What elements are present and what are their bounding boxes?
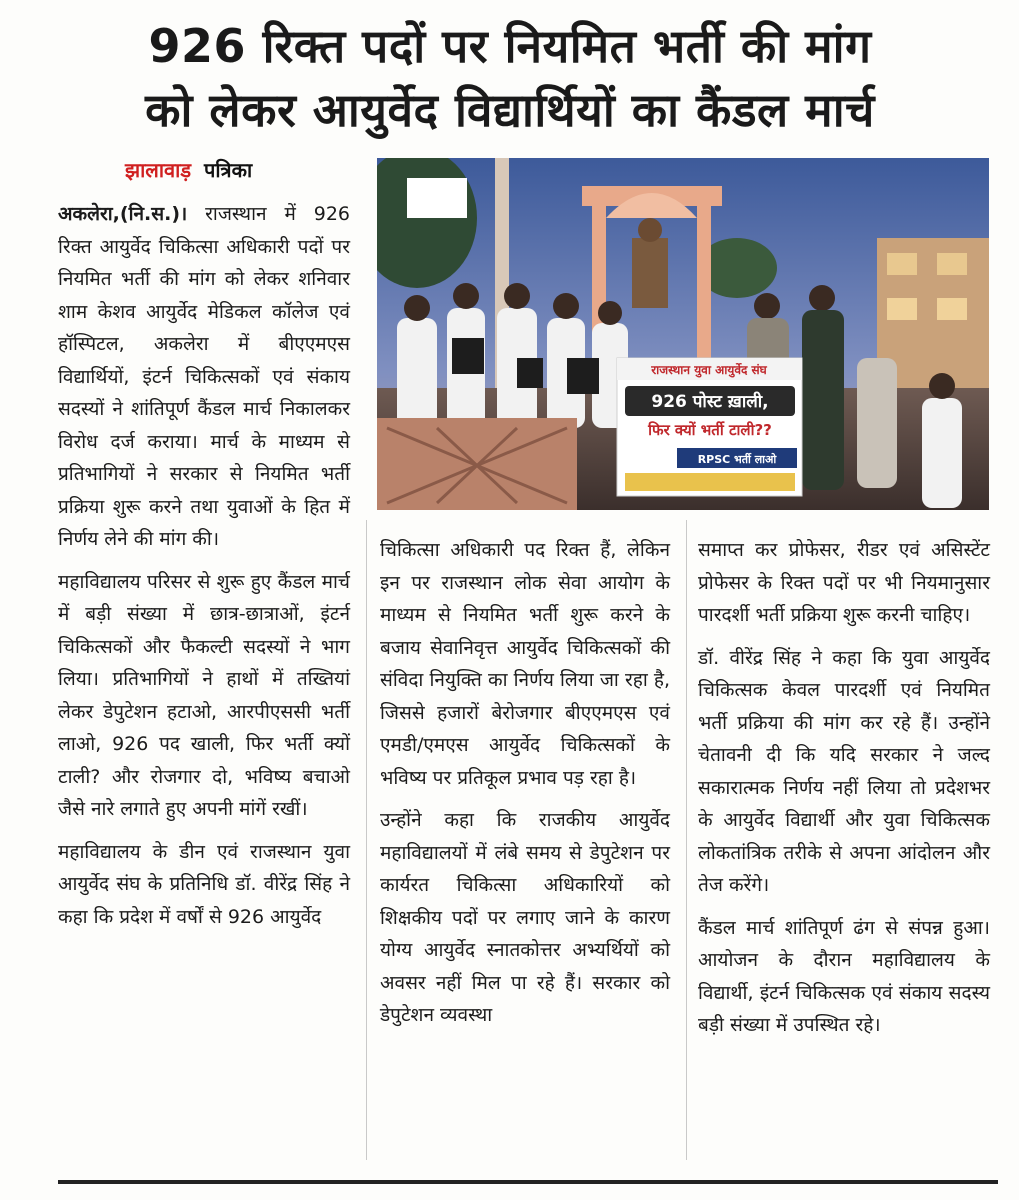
headline-line-1: 926 रिक्त पदों पर नियमित भर्ती की मांग: [148, 19, 872, 73]
byline-paper: पत्रिका: [204, 158, 253, 182]
paragraph-text: राजस्थान में 926 रिक्त आयुर्वेद चिकित्सा अधिकारी पदों पर नियमित भर्ती की मांग को लेकर शनिवार शाम केशव आयुर्वेद मेडिकल कॉलेज एवं हॉस्पिटल, अकलेरा में बीएएमएस विद्यार्थियों, इंटर्न चिकित्सकों एवं संकाय सदस्यों ने शांतिपूर्ण कैंडल मार्च निकालकर विरोध दर्ज कराया। मार्च के माध्यम से प्रतिभागियों ने सरकार से नियमित भर्ती प्रक्रिया शुरू करने तथा युवाओं के हित में निर्णय लेने की मांग की।: [58, 203, 350, 550]
bottom-rule: [58, 1180, 998, 1184]
paragraph: [58, 198, 350, 556]
byline-place: झालावाड़: [125, 158, 192, 182]
article-column-1: [58, 198, 350, 943]
headline-line-2: को लेकर आयुर्वेद विद्यार्थियों का कैंडल मार्च: [145, 83, 875, 137]
paragraph: चिकित्सा अधिकारी पद रिक्त हैं, लेकिन इन पर राजस्थान लोक सेवा आयोग के माध्यम से नियमित भर्ती शुरू करने के बजाय सेवानिवृत्त आयुर्वेद चिकित्सकों की संविदा नियुक्ति का निर्णय लिया जा रहा है, जिससे हजारों बेरोजगार बीएएमएस एवं एमडी/एमएस आयुर्वेद चिकित्सकों के भविष्य पर प्रतिकूल प्रभाव पड़ रहा है।: [380, 539, 670, 789]
article-column-2: [380, 534, 670, 1042]
candle-march-photo: [377, 158, 989, 510]
paragraph: महाविद्यालय के डीन एवं राजस्थान युवा आयुर्वेद संघ के प्रतिनिधि डॉ. वीरेंद्र सिंह ने कहा कि प्रदेश में वर्षों से 926 आयुर्वेद: [58, 840, 350, 928]
banner-rpsc: RPSC भर्ती लाओ: [697, 453, 777, 466]
banner-line-1: 926 पोस्ट ख़ाली,: [651, 392, 769, 412]
article-column-3: [698, 534, 990, 1052]
paragraph: उन्होंने कहा कि राजकीय आयुर्वेद महाविद्यालयों में लंबे समय से डेपुटेशन पर कार्यरत चिकित्सा अधिकारियों को शिक्षकीय पदों पर लगाए जाने के कारण योग्य आयुर्वेद स्नातकोत्तर अभ्यर्थियों को अवसर नहीं मिल पा रहे हैं। सरकार को डेपुटेशन व्यवस्था: [380, 809, 670, 1026]
column-divider: [366, 520, 367, 1160]
paragraph: महाविद्यालय परिसर से शुरू हुए कैंडल मार्च में बड़ी संख्या में छात्र-छात्राओं, इंटर्न चिकित्सकों और फैकल्टी सदस्यों ने भाग लिया। प्रतिभागियों ने हाथों में तख्तियां लेकर डेपुटेशन हटाओ, आरपीएससी भर्ती लाओ, 926 पद खाली, फिर भर्ती क्यों टाली? और रोजगार दो, भविष्य बचाओ जैसे नारे लगाते हुए अपनी मांगें रखीं।: [58, 570, 350, 820]
news-photo: [377, 158, 989, 510]
paragraph: डॉ. वीरेंद्र सिंह ने कहा कि युवा आयुर्वेद चिकित्सक केवल पारदर्शी एवं नियमित भर्ती प्रक्रिया की मांग कर रहे हैं। उन्होंने चेतावनी दी कि यदि सरकार ने जल्द सकारात्मक निर्णय नहीं लिया तो प्रदेशभर के आयुर्वेद विद्यार्थी और युवा चिकित्सक लोकतांत्रिक तरीके से अपना आंदोलन और तेज करेंगे।: [698, 646, 990, 896]
dateline: अकलेरा,(नि.स.)।: [58, 203, 188, 225]
byline: [125, 156, 252, 183]
banner-org: राजस्थान युवा आयुर्वेद संघ: [651, 363, 767, 377]
headline: [20, 14, 1000, 142]
paragraph: कैंडल मार्च शांतिपूर्ण ढंग से संपन्न हुआ। आयोजन के दौरान महाविद्यालय के विद्यार्थी, इंटर्न चिकित्सक एवं संकाय सदस्य बड़ी संख्या में उपस्थित रहे।: [698, 916, 990, 1036]
column-divider: [686, 520, 687, 1160]
paragraph: समाप्त कर प्रोफेसर, रीडर एवं असिस्टेंट प्रोफेसर के रिक्त पदों पर भी नियमानुसार पारदर्शी भर्ती प्रक्रिया शुरू करनी चाहिए।: [698, 539, 990, 626]
banner-line-2: फिर क्यों भर्ती टाली??: [648, 421, 772, 439]
